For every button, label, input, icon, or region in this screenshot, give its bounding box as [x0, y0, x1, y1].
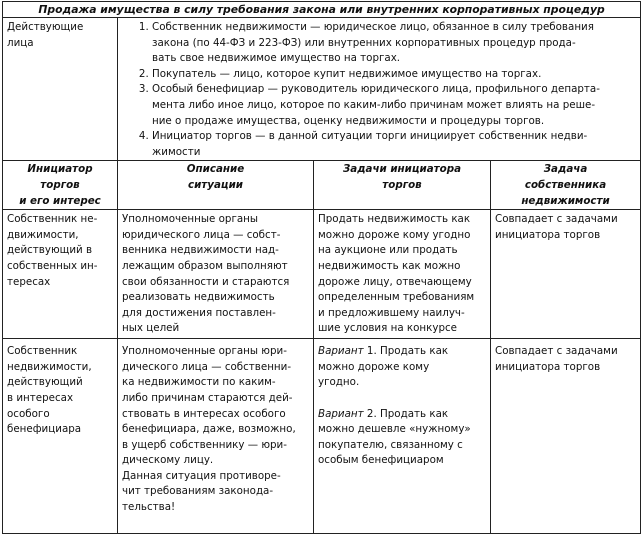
header-description: Описание ситуации: [118, 161, 314, 210]
variant-2-text: 2. Продать как можно дешевле «нужному» покупателю, связанному с особым бенефициаром: [318, 407, 471, 467]
header-initiator: Инициатор торгов и его интерес: [3, 161, 118, 210]
header-owner-task: Задача собственника недвижимости: [491, 161, 641, 210]
document-table: [2, 1, 641, 534]
actor-item: 4. Инициатор торгов — в данной ситуации торги инициирует собственник недви- жимости: [152, 129, 636, 160]
actor-item: 2. Покупатель — лицо, которое купит недвижимое имущество на торгах.: [152, 67, 636, 83]
table-row: [3, 339, 641, 534]
title-row: [3, 2, 641, 18]
cell-initiator: Собственник недвижимости, действующий в интересах особого бенефициара: [3, 339, 118, 534]
variant-1-text: 1. Продать как можно дороже кому угодно.: [318, 345, 449, 389]
variant-1-label: Вариант: [318, 345, 364, 358]
cell-initiator: Собственник не- движимости, действующий в собственных ин- тересах: [3, 210, 118, 339]
table-row: [3, 210, 641, 339]
actors-row: [3, 18, 641, 161]
table-title: Продажа имущества в силу требования закона или внутренних корпоративных процедур: [3, 2, 641, 18]
header-tasks: Задачи инициатора торгов: [314, 161, 491, 210]
actors-label: Действующие лица: [3, 18, 118, 161]
cell-owner-task: Совпадает с задачами инициатора торгов: [491, 339, 641, 534]
cell-description: Уполномоченные органы юридического лица — собст- венника недвижимости над- лежащим образом выполняют свои обязанности и стараются реализовать недвижимость для достижения поставлен- ных целей: [118, 210, 314, 339]
cell-owner-task: Совпадает с задачами инициатора торгов: [491, 210, 641, 339]
actors-list: [124, 20, 636, 160]
actor-item: 3. Особый бенефициар — руководитель юридического лица, профильного департа- мента либо иное лицо, которое по каким-либо причинам может влиять на реше- ние о продаже имущества, оценку недвижимости и процедуры торгов.: [152, 82, 636, 129]
actors-list-cell: [118, 18, 641, 161]
column-header-row: [3, 161, 641, 210]
cell-tasks: [314, 339, 491, 534]
cell-description: Уполномоченные органы юри- дического лица — собственни- ка недвижимости по каким- либо причинам стараются дей- ствовать в интересах особого бенефициара, даже, возможно, в ущерб собственнику — юри- дическому лицу. Данная ситуация противоре- чит требованиям законода- тельства!: [118, 339, 314, 534]
variant-2-label: Вариант: [318, 407, 364, 420]
actor-item: 1. Собственник недвижимости — юридическое лицо, обязанное в силу требования закона (по 44-ФЗ и 223-ФЗ) или внутренних корпоративных процедур прода- вать свое недвижимое имущество на торгах.: [152, 20, 636, 67]
cell-tasks: Продать недвижимость как можно дороже кому угодно на аукционе или продать недвижимость как можно дороже лицу, отвечающему определенным требованиям и предложившему наилуч- шие условия на конкурсе: [314, 210, 491, 339]
